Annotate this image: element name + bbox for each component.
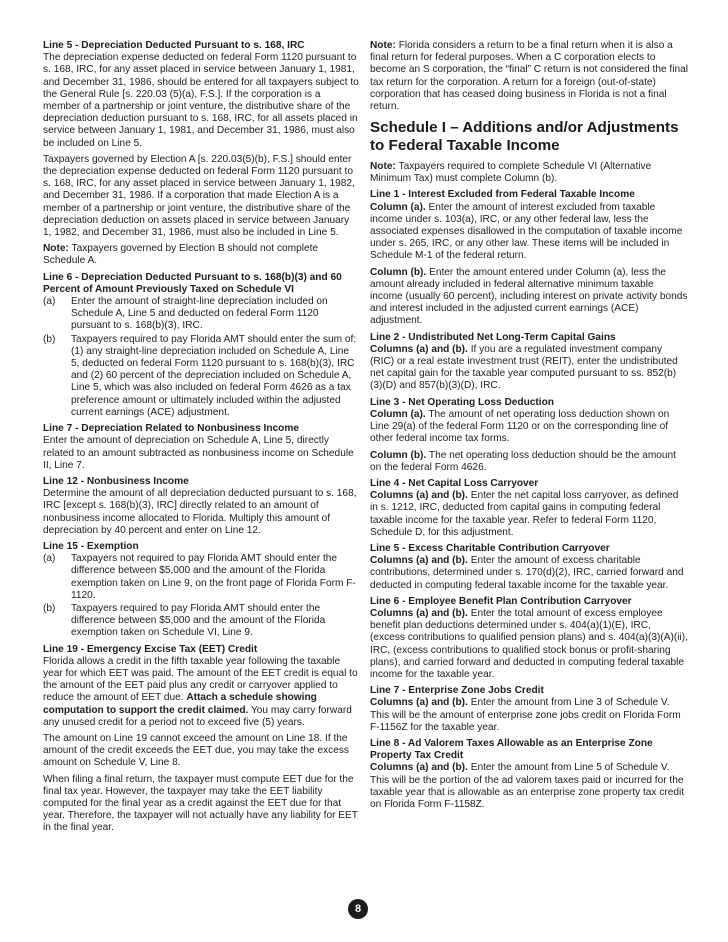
r-line7-heading: Line 7 - Enterprise Zone Jobs Credit [370,685,544,697]
r-line4-section [370,478,688,539]
line6-item-a-marker: (a) [43,296,56,308]
r-line6-heading: Line 6 - Employee Benefit Plan Contribution Carryover [370,595,632,607]
page-number-badge: 8 [348,899,368,919]
line5-heading: Line 5 - Depreciation Deducted Pursuant to s. 168, IRC [43,40,305,51]
line15-heading [43,541,359,553]
r-line1-col-a-text: Enter the amount of interest excluded from taxable income under s. 103(a), IRC, or any other federal law, less the associated expenses disallowed in the computation of taxable income under s. 265, IRC, or any other law. These items will be included in Schedule M-1 of the federal return. [370,201,683,262]
line15-heading-text: Line 15 - Exemption [43,540,139,552]
line5-section [43,40,359,150]
r-line8-text: Enter the amount from Line 5 of Schedule V. This will be the portion of the ad valorem taxes paid or incurred for the taxable year that is allowable as an enterprise zone property tax credit on Florida Form F-1158Z. [370,762,685,810]
line19-paragraph-3: When filing a final return, the taxpayer must compute EET due for the final tax year. However, the taxpayer may take the EET liability computed for the final year as a credit against the EET due for that year. Therefore, the taxpayer will not actually have any liability for EET in the final year. [43,773,358,834]
r-line2-label: Columns (a) and (b). [370,343,468,355]
line19-text-end: You may carry forward any unused credit for a period not to exceed five (5) years. [43,704,352,728]
line5-note-text: Taxpayers governed by Election B should not complete Schedule A. [43,243,319,267]
line6-item-b-text: Taxpayers required to pay Florida AMT should enter the sum of: (1) any straight-line depreciation included on Schedule A, Line 5, deducted on federal Form 1120 pursuant to s. 168(b)(3), IRC and (2) 60 percent of the depreciation included on Schedule A, Line 5, which was also included on federal Form 4626 as a tax preference amount or ultimately included within the adjusted current earnings (ACE) adjustment. [71,333,357,418]
r-line1-heading: Line 1 - Interest Excluded from Federal Taxable Income [370,189,635,201]
line15-item-a-marker: (a) [43,553,56,565]
r-line4-label: Columns (a) and (b). [370,490,468,502]
r-line6-text: Enter the total amount of excess employee benefit plan deductions determined under s. 404(a)(1)(E), IRC, (excess contributions to qualified pension plans) and s. 404(a)(3)(A)(ii), IRC, (excess contributions to qualified stock bonus or profit-sharing plans), and carried forward and deducted in computing federal taxable income for the taxable year. [370,607,688,680]
line19-paragraph-2: The amount on Line 19 cannot exceed the amount on Line 18. If the amount of the credit exceeds the EET due, you may take the excess amount on Schedule V, Line 8. [43,732,349,769]
r-line2-text: If you are a regulated investment company (RIC) or a real estate investment trust (REIT), enter the undistributed net capital gain for the taxable year computed pursuant to ss. 852(b)(3)(D) and 857(b)(3)(D), IRC. [370,343,678,392]
schedule-note-text: Taxpayers required to complete Schedule VI (Alternative Minimum Tax) must complete Column (b). [370,161,652,185]
r-line1-col-b [370,267,688,328]
line7-section [43,423,359,472]
line12-text: Determine the amount of all depreciation deducted pursuant to s. 168, IRC [except s. 168(b)(3), IRC] directly related to an amount of nonbusiness income allocated to Florida. Multiply this amount of depreciation by 40 percent and enter on Line 12. [43,488,357,536]
r-line5-heading: Line 5 - Excess Charitable Contribution Carryover [370,542,610,554]
r-line3-section [370,397,688,446]
line6-item-b-marker: (b) [43,333,56,345]
r-line2-heading: Line 2 - Undistributed Net Long-Term Capital Gains [370,331,616,343]
r-line7-section [370,685,688,734]
schedule-note [370,161,688,185]
line5-note-label: Note: [43,243,69,255]
line6-item-b [43,334,359,419]
line6-item-a [43,296,359,333]
final-return-note [370,40,688,113]
line15-item-b-marker: (b) [43,602,56,614]
final-return-note-label: Note: [370,40,396,51]
r-line3-col-b-label: Column (b). [370,449,427,461]
line19-section [43,644,359,729]
line7-heading: Line 7 - Depreciation Related to Nonbusiness Income [43,423,299,435]
line19-heading: Line 19 - Emergency Excise Tax (EET) Credit [43,643,258,655]
r-line6-section [370,596,688,681]
line6-heading-text: Line 6 - Depreciation Deducted Pursuant to s. 168(b)(3) and 60 Percent of Amount Previously Taxed on Schedule VI [43,271,342,295]
r-line6-label: Columns (a) and (b). [370,607,468,619]
r-line5-label: Columns (a) and (b). [370,555,468,567]
line12-section [43,476,359,537]
r-line3-heading: Line 3 - Net Operating Loss Deduction [370,396,554,408]
line5-paragraph-1: The depreciation expense deducted on federal Form 1120 pursuant to s. 168, IRC, for any asset placed in service between January 1, 1981, and December 31, 1986, should be entered for all taxpayers subject to the General Rule [s. 220.03 (5)(a), F.S.]. If the corporation is a member of a partnership or joint venture, the distributive share of the depreciation deduction pursuant to s. 168, IRC, for all assets placed in service between January 1, 1981, and December 31, 1986, must also be included on Line 5. [43,52,359,149]
r-line8-section [370,738,688,811]
line5-note [43,243,359,267]
final-return-note-text: Florida considers a return to be a final return when it is also a final return for federal purposes. When a C corporation elects to become an S corporation, the “final” C return is not considered the final tax return for the corporation. A return for a foreign (out-of-state) corporation that has ceased doing business in Florida is not a final return. [370,40,688,113]
r-line7-text: Enter the amount from Line 3 of Schedule V. This will be the amount of enterprise zone jobs credit on Florida Form F-1156Z for the taxable year. [370,697,681,733]
r-line8-label: Columns (a) and (b). [370,762,468,774]
r-line3-col-a-text: The amount of net operating loss deduction shown on Line 29(a) of the federal Form 1120 or on the corresponding line of other federal income tax forms. [370,408,670,445]
r-line5-section [370,543,688,592]
r-line8-heading: Line 8 - Ad Valorem Taxes Allowable as an Enterprise Zone Property Tax Credit [370,737,653,762]
right-column [370,40,688,815]
r-line3-col-a-label: Column (a). [370,408,426,420]
line15-item-a [43,553,359,602]
r-line1-col-b-text: Enter the amount entered under Column (a), less the amount already included in federal alternative minimum taxable income (usually 60 percent), including interest on private activity bonds and interest included in the adjusted current earnings (ACE) adjustment. [370,266,688,327]
line15-item-b [43,603,359,640]
r-line3-col-b [370,450,688,474]
line7-text: Enter the amount of depreciation on Schedule A, Line 5, directly related to an amount subtracted as nonbusiness income on Schedule II, Line 7. [43,435,354,471]
r-line4-text: Enter the net capital loss carryover, as defined in s. 1212, IRC, deducted from capital gains in computing federal taxable income for the taxable year. Refer to federal Form 1120, Schedule D, for this adjustment. [370,490,679,538]
line19-text-bold: Attach a schedule showing computation to support the credit claimed. [43,692,317,716]
left-column [43,40,359,839]
schedule-note-label: Note: [370,161,396,173]
r-line3-col-b-text: The net operating loss deduction should be the amount on the federal Form 4626. [370,449,676,473]
r-line1-col-a-label: Column (a). [370,201,426,213]
r-line7-label: Columns (a) and (b). [370,697,468,709]
line19-text-start: Florida allows a credit in the fifth taxable year following the taxable year for which EET was paid. The amount of the EET credit is equal to the amount of the EET paid plus any credit or carryover applied to reduce the amount of EET due. [43,655,358,704]
line6-item-a-text: Enter the amount of straight-line depreciation included on Schedule A, Line 5 and deducted on federal Form 1120 pursuant to s. 168(b)(3), IRC. [71,296,328,332]
line15-item-a-text: Taxpayers not required to pay Florida AMT should enter the difference between $5,000 and the amount of the Florida exemption taken on Line 9, on the front page of Florida Form F-1120. [71,553,356,601]
line6-heading [43,272,359,296]
r-line1-section [370,189,688,262]
r-line4-heading: Line 4 - Net Capital Loss Carryover [370,477,539,489]
r-line1-col-b-label: Column (b). [370,266,427,278]
line5-paragraph-2: Taxpayers governed by Election A [s. 220.03(5)(b), F.S.] should enter the depreciation expense deducted on federal Form 1120 pursuant to s. 168, IRC, for any asset placed in service between January 1, 1982, and December 31, 1986. If a corporation that made Election A is a member of a partnership or joint venture, the distributive share of the depreciation deduction on assets placed in service between January 1, 1982, and December 31, 1986, must also be included in Line 5. [43,153,355,239]
r-line2-section [370,332,688,393]
line15-item-b-text: Taxpayers required to pay Florida AMT should enter the difference between $5,000 and the amount of the Florida exemption taken on Schedule VI, Line 9. [71,602,326,639]
schedule-title: Schedule I – Additions and/or Adjustments to Federal Taxable Income [370,119,679,154]
line12-heading: Line 12 - Nonbusiness Income [43,475,189,487]
r-line5-text: Enter the amount of excess charitable contributions, determined under s. 170(d)(2), IRC, carried forward and deducted in computing federal taxable income for the taxable year. [370,555,684,591]
